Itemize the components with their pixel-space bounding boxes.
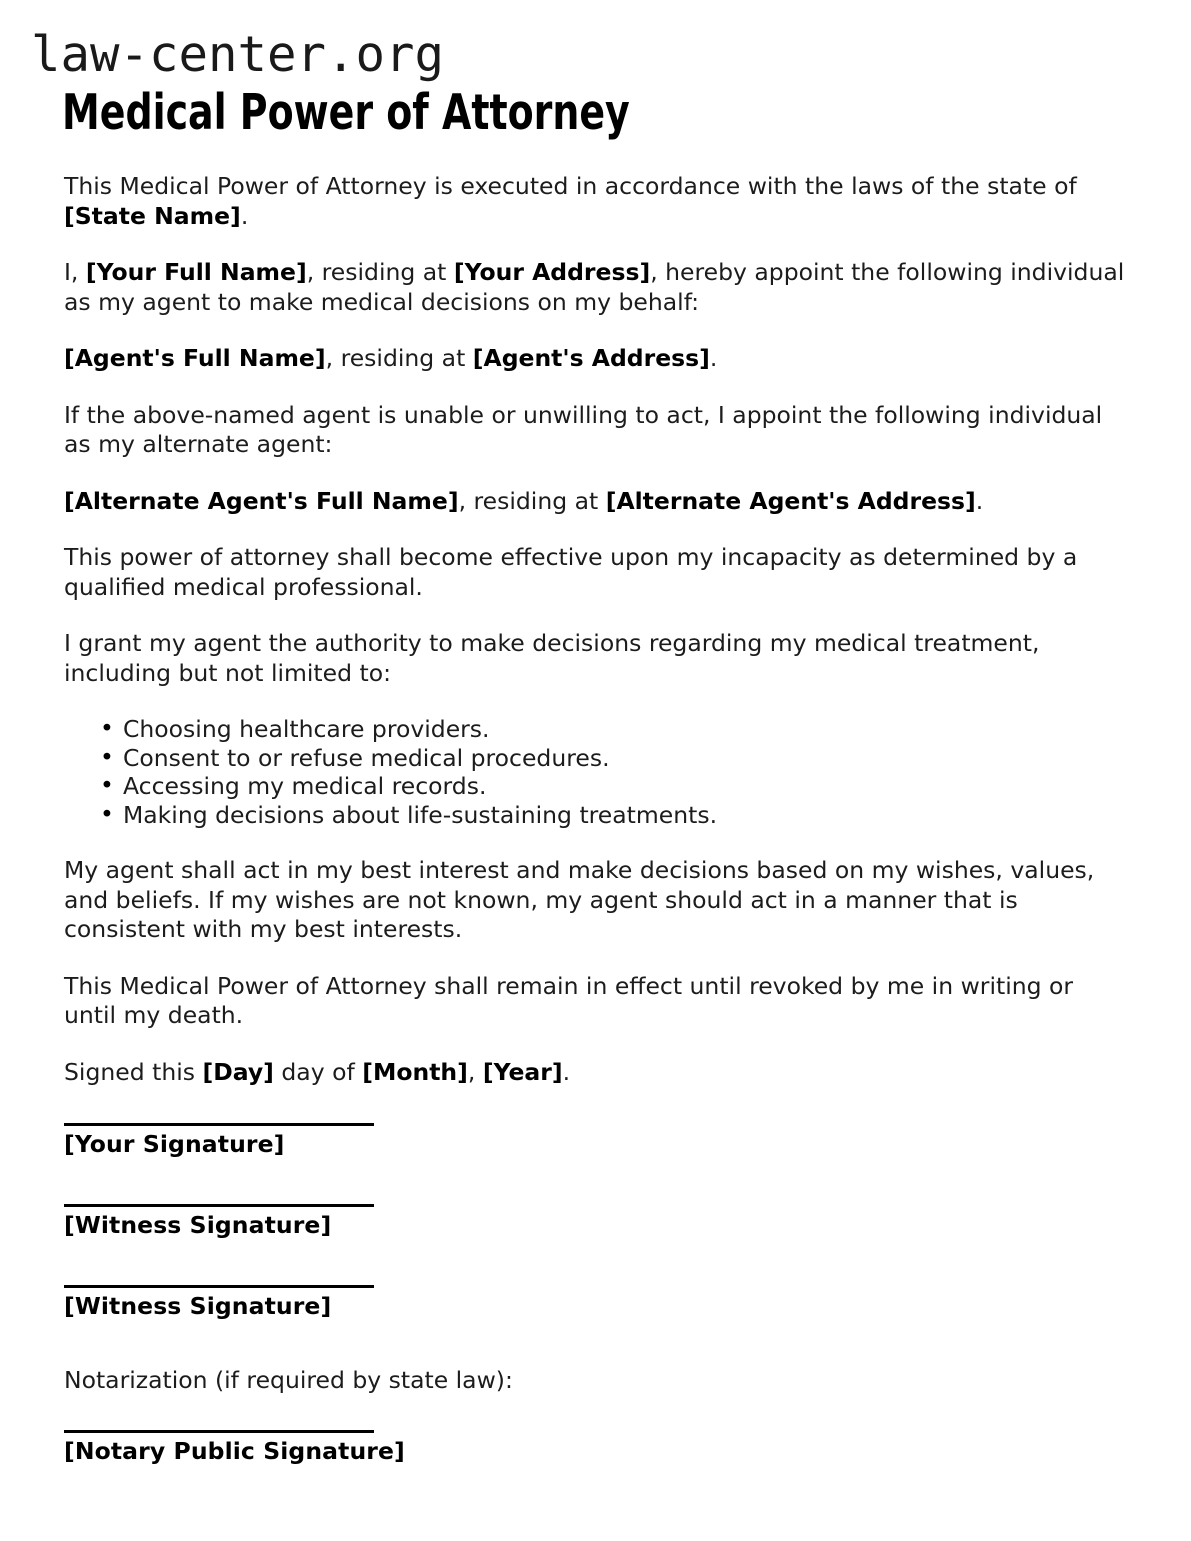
placeholder-day: [Day] xyxy=(202,1057,274,1086)
paragraph-best-interest: My agent shall act in my best interest and make decisions based on my wishes, values, and beliefs. If my wishes are not known, my agent should act in a manner that is consistent with my best interests. xyxy=(64,856,1095,944)
signature-block-notary xyxy=(64,1430,1127,1466)
p3-text-mid: , residing at xyxy=(325,344,473,373)
placeholder-your-address: [Your Address] xyxy=(453,258,651,287)
signature-block-witness-2 xyxy=(64,1285,1127,1321)
p2-text-c: , hereby appoint the following individual as my agent to make medical decisions on my behalf: xyxy=(64,258,1125,316)
p5-text-end: . xyxy=(975,486,984,515)
paragraph-effective-clause: This power of attorney shall become effective upon my incapacity as determined by a qualified medical professional. xyxy=(64,543,1078,601)
paragraph-alternate-intro: If the above-named agent is unable or unwilling to act, I appoint the following individual as my alternate agent: xyxy=(64,400,1103,459)
signature-block-principal xyxy=(64,1123,1127,1159)
authority-list xyxy=(64,715,1127,829)
paragraph-alternate-details xyxy=(64,487,1127,517)
p2-text-a: I, xyxy=(64,258,86,287)
placeholder-alternate-agent-full-name: [Alternate Agent's Full Name] xyxy=(64,486,459,515)
p10-text-b: day of xyxy=(273,1057,363,1086)
p10-text-d: . xyxy=(562,1057,571,1086)
signature-block-witness-1 xyxy=(64,1204,1127,1240)
p1-text-tail: . xyxy=(240,201,249,230)
p1-text-lead: This Medical Power of Attorney is executed in accordance with the laws of the state of xyxy=(64,172,1077,201)
notarization-intro: Notarization (if required by state law): xyxy=(64,1366,513,1395)
placeholder-state-name: [State Name] xyxy=(64,201,241,230)
signature-label-witness-1: [Witness Signature] xyxy=(64,1211,332,1240)
paragraph-agent-details xyxy=(64,344,1127,374)
signature-line[interactable] xyxy=(64,1204,374,1207)
signature-label-your: [Your Signature] xyxy=(64,1130,285,1159)
placeholder-alternate-agent-address: [Alternate Agent's Address] xyxy=(605,486,976,515)
paragraph-signed-date xyxy=(64,1058,1127,1088)
signature-label-witness-2: [Witness Signature] xyxy=(64,1292,332,1321)
p2-text-b: , residing at xyxy=(306,258,454,287)
placeholder-year: [Year] xyxy=(482,1057,563,1086)
signature-section xyxy=(64,1123,1127,1466)
paragraph-authority-intro: I grant my agent the authority to make decisions regarding my medical treatment, including but not limited to: xyxy=(64,629,1040,687)
p5-text-mid: , residing at xyxy=(458,486,606,515)
list-item: • Accessing my medical records. xyxy=(100,772,1127,801)
placeholder-month: [Month] xyxy=(362,1057,468,1086)
page-title: Medical Power of Attorney xyxy=(62,84,630,141)
intro-section xyxy=(64,138,1127,231)
site-logo-text: law-center.org xyxy=(31,26,445,83)
placeholder-agent-full-name: [Agent's Full Name] xyxy=(64,344,326,373)
document-body xyxy=(0,138,1191,1466)
list-item: • Making decisions about life-sustaining treatments. xyxy=(100,801,1127,830)
signature-label-notary: [Notary Public Signature] xyxy=(64,1436,405,1465)
placeholder-your-full-name: [Your Full Name] xyxy=(85,258,307,287)
placeholder-agent-address: [Agent's Address] xyxy=(472,344,710,373)
document-header xyxy=(0,0,1191,141)
list-item: • Choosing healthcare providers. xyxy=(100,715,1127,744)
signature-line[interactable] xyxy=(64,1285,374,1288)
paragraph-principal-appointment xyxy=(64,258,1127,317)
paragraph-state-law xyxy=(64,172,1127,231)
signature-line[interactable] xyxy=(64,1123,374,1126)
list-item: • Consent to or refuse medical procedures. xyxy=(100,744,1127,773)
p10-text-a: Signed this xyxy=(64,1057,203,1086)
p3-text-end: . xyxy=(709,344,718,373)
p10-text-c: , xyxy=(467,1057,483,1086)
signature-line[interactable] xyxy=(64,1430,374,1433)
paragraph-revocation: This Medical Power of Attorney shall remain in effect until revoked by me in writing or until my death. xyxy=(64,971,1074,1030)
